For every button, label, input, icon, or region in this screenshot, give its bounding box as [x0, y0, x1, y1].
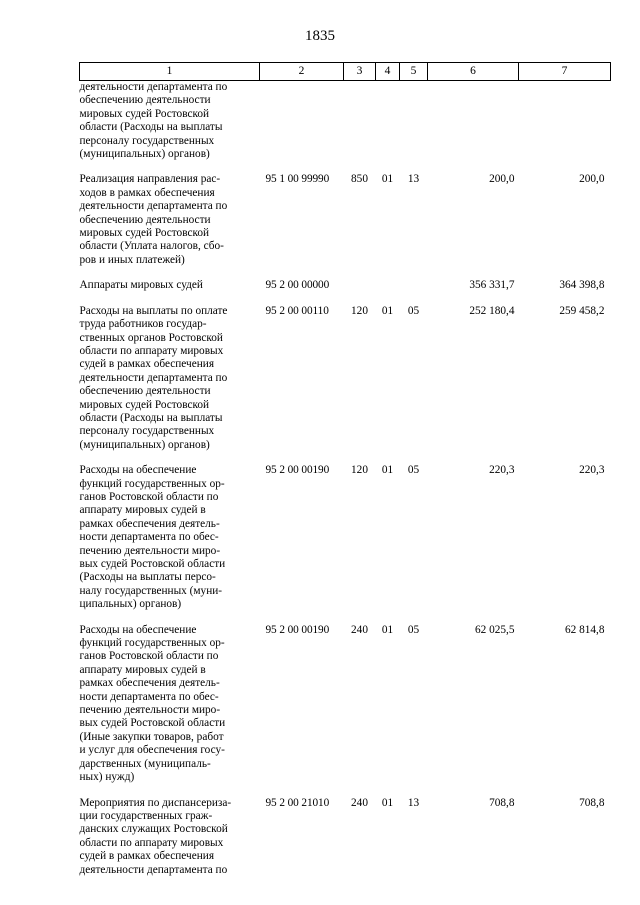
row-expense-type: 850 [351, 173, 368, 186]
header-col-5: 5 [400, 63, 428, 81]
row-subsection: 13 [407, 173, 420, 186]
description-line: аппарату мировых судей в [79, 663, 206, 676]
row-description [80, 612, 260, 785]
description-line: ности департамента по обес- [79, 531, 219, 544]
description-line: Реализация направления рас- [79, 173, 221, 186]
description-line: ципальных) органов) [79, 598, 182, 611]
description-line: персоналу государственных [79, 134, 215, 147]
description-line: ганов Ростовской области по [79, 650, 219, 663]
description-line: деятельности департамента по [79, 863, 228, 876]
description-line: и услуг для обеспечения госу- [79, 744, 225, 757]
description-line: (муниципальных) органов) [79, 438, 210, 451]
row-description [80, 161, 260, 267]
row-target-article: 95 2 00 00190 [265, 623, 330, 636]
description-line: обеспечению деятельности [79, 385, 211, 398]
row-subsection: 05 [407, 464, 420, 477]
row-target-article: 95 2 00 21010 [265, 796, 330, 809]
description-line: данских служащих Ростовской [79, 823, 228, 836]
row-amount-year-2 [519, 81, 611, 162]
row-description [80, 293, 260, 452]
description-line: аппарату мировых судей в [79, 504, 206, 517]
description-line: (Иные закупки товаров, работ [79, 730, 224, 743]
description-line: Аппараты мировых судей [79, 279, 203, 292]
table-row [80, 293, 611, 452]
row-target-article: 95 2 00 00190 [265, 464, 330, 477]
row-target-article [260, 81, 344, 162]
row-section: 01 [381, 623, 394, 636]
description-line: области (Расходы на выплаты [79, 121, 223, 134]
description-line: Расходы на выплаты по оплате [79, 304, 228, 317]
row-amount-year-1: 356 331,7 [469, 279, 515, 292]
row-expense-type: 120 [351, 464, 368, 477]
description-line: (Расходы на выплаты персо- [79, 571, 216, 584]
row-subsection: 05 [407, 304, 420, 317]
row-amount-year-2: 62 814,8 [564, 623, 605, 636]
description-line: труда работников государ- [79, 318, 207, 331]
row-target-article: 95 2 00 00000 [265, 279, 330, 292]
table-row [80, 161, 611, 267]
description-line: мировых судей Ростовской [79, 107, 210, 120]
row-description [80, 452, 260, 611]
description-line: функций государственных ор- [79, 637, 225, 650]
description-line: печению деятельности миро- [79, 704, 221, 717]
row-expense-type [344, 81, 376, 162]
description-line: судей в рамках обеспечения [79, 358, 215, 371]
description-line: ров и иных платежей) [79, 253, 185, 266]
row-amount-year-2: 708,8 [579, 796, 605, 809]
description-line: ганов Ростовской области по [79, 490, 219, 503]
description-line: судей в рамках обеспечения [79, 850, 215, 863]
description-line: мировых судей Ростовской [79, 398, 210, 411]
table-row [80, 81, 611, 162]
description-line: обеспечению деятельности [79, 213, 211, 226]
row-description [80, 81, 260, 162]
header-col-3: 3 [344, 63, 376, 81]
row-subsection [400, 81, 428, 162]
table-body [80, 81, 611, 877]
table-header-row [80, 63, 611, 81]
description-line: ных) нужд) [79, 771, 135, 784]
description-line: ходов в рамках обеспечения [79, 186, 215, 199]
row-section: 01 [381, 464, 394, 477]
row-amount-year-2: 364 398,8 [559, 279, 605, 292]
row-expense-type: 120 [351, 304, 368, 317]
header-col-2: 2 [260, 63, 344, 81]
description-line: Расходы на обеспечение [79, 623, 197, 636]
table-row [80, 785, 611, 877]
description-line: деятельности департамента по [79, 81, 228, 93]
description-line: Расходы на обеспечение [79, 464, 197, 477]
description-line: ности департамента по обес- [79, 690, 219, 703]
description-line: налу государственных (муни- [79, 584, 223, 597]
table-row [80, 612, 611, 785]
description-line: персоналу государственных [79, 425, 215, 438]
header-col-7: 7 [519, 63, 611, 81]
row-section: 01 [381, 173, 394, 186]
description-line: рамках обеспечения деятель- [79, 517, 220, 530]
description-line: области (Уплата налогов, сбо- [79, 240, 224, 253]
row-amount-year-1: 62 025,5 [474, 623, 515, 636]
description-line: Мероприятия по диспансериза- [79, 796, 232, 809]
row-description [80, 267, 260, 292]
row-amount-year-1: 708,8 [489, 796, 515, 809]
description-line: области (Расходы на выплаты [79, 411, 223, 424]
description-line: ственных органов Ростовской [79, 331, 223, 344]
description-line: обеспечению деятельности [79, 94, 211, 107]
description-line: рамках обеспечения деятель- [79, 677, 220, 690]
row-description [80, 785, 260, 877]
row-expense-type: 240 [351, 623, 368, 636]
description-line: (муниципальных) органов) [79, 148, 210, 161]
row-section [376, 267, 400, 292]
description-line: мировых судей Ростовской [79, 227, 210, 240]
row-amount-year-2: 220,3 [579, 464, 605, 477]
row-amount-year-1: 220,3 [489, 464, 515, 477]
description-line: области по аппарату мировых [79, 836, 224, 849]
description-line: вых судей Ростовской области [79, 717, 226, 730]
table-row [80, 267, 611, 292]
row-amount-year-1 [428, 81, 519, 162]
description-line: деятельности департамента по [79, 200, 228, 213]
description-line: дарственных (муниципаль- [79, 757, 211, 770]
row-expense-type: 240 [351, 796, 368, 809]
row-target-article: 95 1 00 99990 [265, 173, 330, 186]
row-section: 01 [381, 304, 394, 317]
row-section: 01 [381, 796, 394, 809]
description-line: ции государственных граж- [79, 809, 213, 822]
row-amount-year-2: 259 458,2 [559, 304, 605, 317]
budget-table [79, 62, 611, 877]
description-line: вых судей Ростовской области [79, 558, 226, 570]
row-section [376, 81, 400, 162]
header-col-4: 4 [376, 63, 400, 81]
page-number: 1835 [305, 28, 335, 44]
description-line: функций государственных ор- [79, 477, 225, 490]
description-line: печению деятельности миро- [79, 544, 221, 557]
description-line: деятельности департамента по [79, 371, 228, 384]
row-expense-type [344, 267, 376, 292]
description-line: области по аппарату мировых [79, 344, 224, 357]
row-amount-year-2: 200,0 [579, 173, 605, 186]
row-amount-year-1: 200,0 [489, 173, 515, 186]
row-target-article: 95 2 00 00110 [265, 304, 329, 317]
row-subsection: 05 [407, 623, 420, 636]
table-row [80, 452, 611, 611]
row-subsection: 13 [407, 796, 420, 809]
row-amount-year-1: 252 180,4 [469, 304, 515, 317]
row-subsection [400, 267, 428, 292]
header-col-6: 6 [428, 63, 519, 81]
header-col-1: 1 [80, 63, 260, 81]
